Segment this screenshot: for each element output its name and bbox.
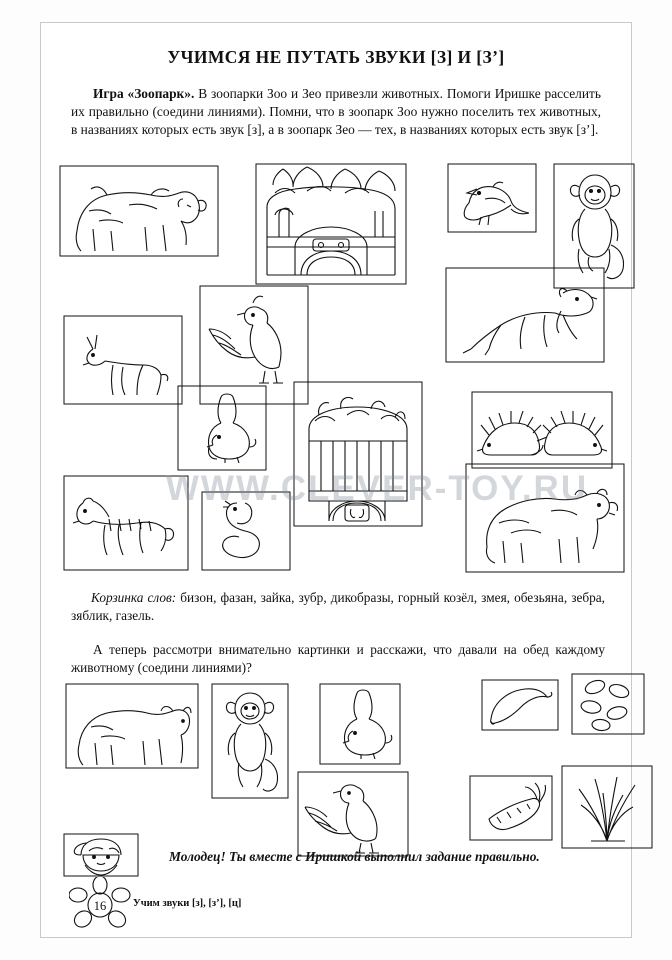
aurochs-drawing [465, 463, 625, 573]
task-2-instructions: А теперь рассмотри внимательно картинки и расскажи, что давали на обед каждому животному (соедини линиями)? [71, 642, 605, 675]
task-1-text: В зоопарки Зоо и Зео привезли животных. Помоги Иришке расселить их правильно (соедини линиями). Помни, что в зоопарк Зоо нужно поселить тех животных, в названиях которых есть звук [з], а в зоопарк Зео — тех, в названиях которых есть звук [з’]. [71, 86, 601, 137]
seeds-drawing [571, 673, 645, 735]
hare-small-drawing [319, 683, 401, 765]
footer-caption: Учим звуки [з], [з’], [ц] [133, 898, 242, 909]
finch-drawing [447, 163, 537, 233]
task-1-instructions [71, 85, 601, 138]
watermark-text: WWW.CLEVER-TOY.RU [165, 469, 589, 508]
zebra-drawing [63, 475, 189, 571]
grass-drawing [561, 765, 653, 849]
word-basket-list: бизон, фазан, зайка, зубр, дикобразы, горный козёл, змея, обезьяна, зебра, зяблик, газель. [71, 590, 606, 623]
praise-text: Молодец! Ты вместе с Иришкой выполнил задание правильно. [169, 849, 540, 864]
carrot-drawing [469, 775, 553, 841]
porcupines-drawing [471, 391, 613, 469]
hare-drawing [177, 385, 267, 471]
snake-drawing [201, 491, 291, 571]
bison-small-drawing [65, 683, 199, 769]
gnome-drawing [63, 833, 139, 877]
page-sheet [40, 22, 632, 938]
flower-page-number [69, 877, 131, 935]
game-name: Игра «Зоопарк». [93, 86, 195, 101]
pheasant-small-drawing [297, 771, 409, 857]
banana-drawing [481, 679, 559, 731]
monkey-small-drawing [211, 683, 289, 799]
word-basket-label: Корзинка слов: [91, 590, 177, 605]
page-number: 16 [93, 898, 107, 913]
bison-drawing [59, 165, 219, 257]
zoo-building-zoo [255, 163, 407, 285]
zoo-building-zeo [293, 381, 423, 527]
word-basket [71, 589, 605, 624]
page-title: УЧИМСЯ НЕ ПУТАТЬ ЗВУКИ [З] И [З’] [167, 47, 505, 67]
goat-drawing [445, 267, 605, 363]
gazelle-drawing [63, 315, 183, 405]
